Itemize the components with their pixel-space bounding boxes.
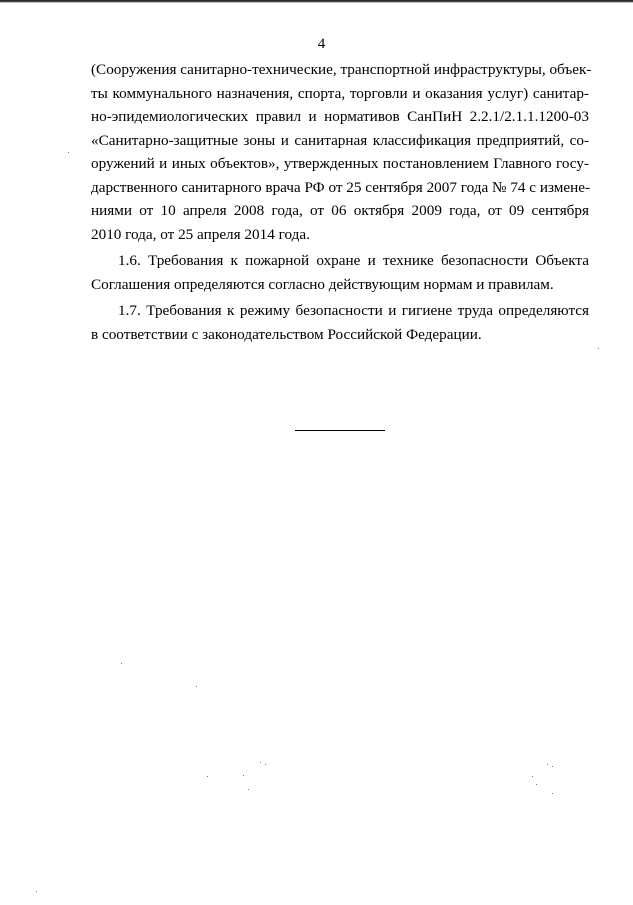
scan-top-edge bbox=[0, 0, 633, 3]
scan-speck bbox=[207, 776, 208, 777]
scan-speck bbox=[598, 348, 599, 349]
text-line: Соглашения определяются согласно действующим нормам и правилам. bbox=[91, 275, 554, 293]
paragraph-sanitary-rules bbox=[91, 58, 592, 246]
scan-speck bbox=[243, 775, 244, 776]
text-line: 2010 года, от 25 апреля 2014 года. bbox=[91, 225, 310, 243]
scan-speck bbox=[547, 764, 548, 765]
text-line: оружений и иных объектов», утвержденных постановлением Главного госу- bbox=[91, 155, 589, 172]
scan-speck bbox=[265, 764, 266, 765]
text-line: ниями от 10 апреля 2008 года, от 06 октября 2009 года, от 09 сентября bbox=[91, 202, 589, 219]
text-line: ты коммунального назначения, спорта, торговли и оказания услуг) санитар- bbox=[91, 84, 589, 102]
end-of-text-rule bbox=[295, 430, 385, 431]
scan-speck bbox=[121, 663, 122, 664]
scan-speck bbox=[196, 686, 197, 687]
scan-speck bbox=[68, 152, 69, 153]
scan-speck bbox=[248, 789, 249, 790]
page-number: 4 bbox=[317, 36, 326, 52]
scan-speck bbox=[536, 784, 537, 785]
text-line: дарственного санитарного врача РФ от 25 сентября 2007 года № 74 с измене- bbox=[91, 178, 591, 196]
text-line: 1.7. Требования к режиму безопасности и гигиене труда определяются bbox=[118, 302, 589, 319]
text-line: «Санитарно-защитные зоны и санитарная классификация предприятий, со- bbox=[91, 131, 589, 149]
scan-speck bbox=[552, 766, 553, 767]
document-body bbox=[91, 58, 592, 346]
text-line: (Сооружения санитарно-технические, транспортной инфраструктуры, объек- bbox=[91, 61, 592, 78]
scan-speck bbox=[36, 891, 37, 892]
text-line: в соответствии с законодательством Российской Федерации. bbox=[91, 325, 482, 343]
text-line: 1.6. Требования к пожарной охране и технике безопасности Объекта bbox=[118, 252, 589, 269]
scan-speck bbox=[552, 793, 553, 794]
paragraph-1-6-fire-safety bbox=[91, 249, 589, 296]
scan-speck bbox=[532, 776, 533, 777]
text-line: но-эпидемиологических правил и нормативов СанПиН 2.2.1/2.1.1.1200-03 bbox=[91, 108, 589, 125]
scan-speck bbox=[260, 762, 261, 763]
paragraph-1-7-labor-safety bbox=[91, 299, 589, 346]
